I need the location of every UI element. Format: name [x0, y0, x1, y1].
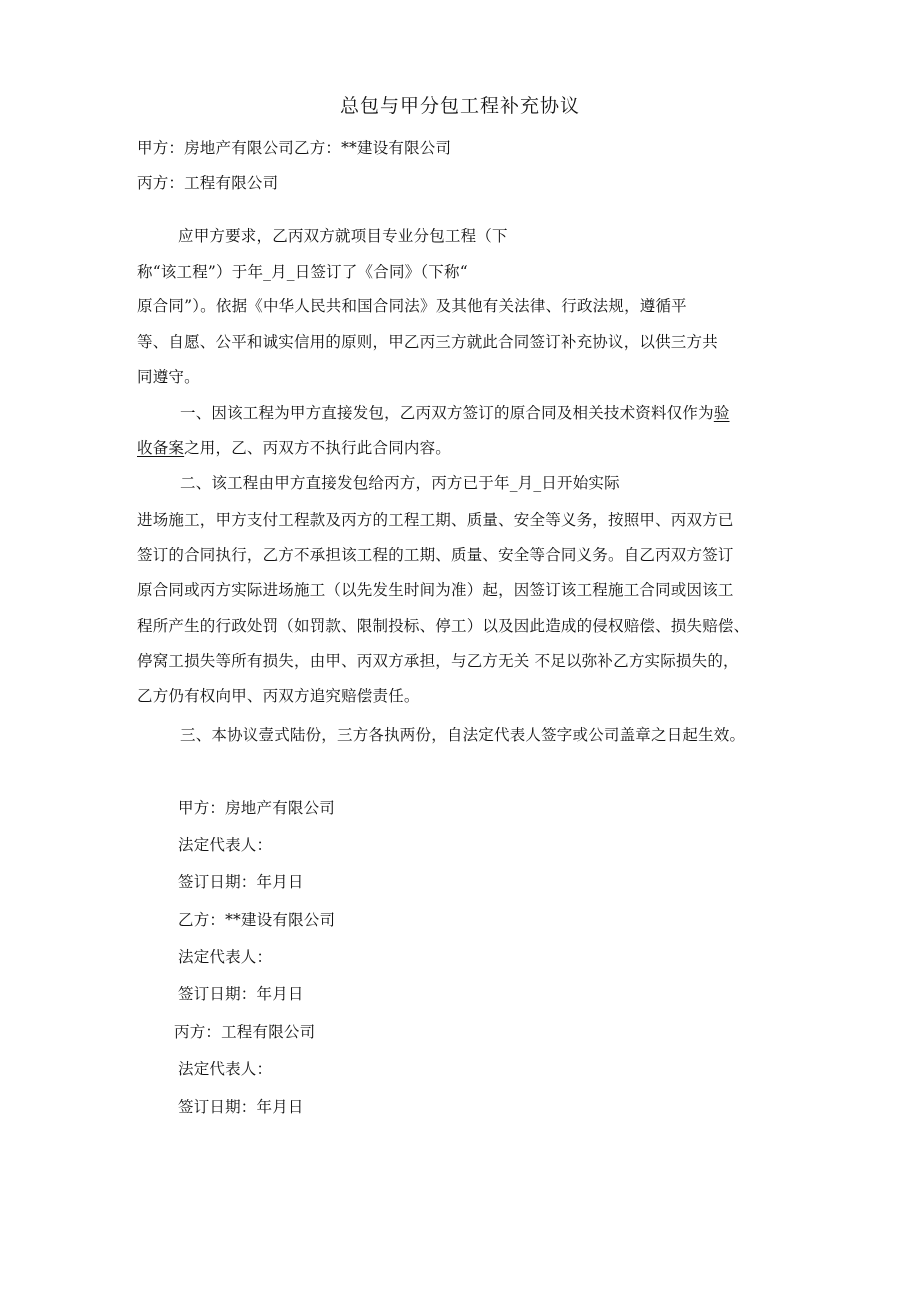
- clause-1-text: 一、因该工程为甲方直接发包，乙丙双方签订的原合同及相关技术资料仅作为: [180, 404, 714, 422]
- signature-representative: 法定代表人：: [178, 836, 273, 854]
- preamble-line: 等、自愿、公平和诚实信用的原则，甲乙丙三方就此合同签订补充协议，以供三方共: [137, 333, 718, 351]
- signature-representative: 法定代表人：: [178, 1060, 273, 1078]
- clause-1-text: 之用，乙、丙双方不执行此合同内容。: [184, 439, 452, 457]
- clause-1-underlined-text: 收备案: [137, 439, 185, 457]
- clause-2-line: 乙方仍有权向甲、丙双方追究赔偿责任。: [137, 687, 420, 705]
- signature-party-c: 丙方：工程有限公司: [174, 1023, 316, 1041]
- clause-2-line: 进场施工，甲方支付工程款及丙方的工程工期、质量、安全等义务，按照甲、丙双方已: [137, 511, 734, 529]
- parties-line-2: 丙方：工程有限公司: [137, 174, 279, 192]
- preamble-line: 称“该工程”）于年_月_日签订了《合同》（下称“: [137, 263, 468, 281]
- signature-date: 签订日期：年月日: [178, 873, 304, 891]
- signature-representative: 法定代表人：: [178, 948, 273, 966]
- signature-party-a: 甲方：房地产有限公司: [178, 799, 336, 817]
- clause-3: 三、本协议壹式陆份，三方各执两份，自法定代表人签字或公司盖章之日起生效。: [180, 726, 746, 744]
- signature-date: 签订日期：年月日: [178, 1098, 304, 1116]
- signature-party-b: 乙方：**建设有限公司: [178, 911, 336, 929]
- clause-1-line-1: [180, 402, 730, 424]
- clause-2-line: 停窝工损失等所有损失，由甲、丙双方承担，与乙方无关 不足以弥补乙方实际损失的，: [137, 652, 739, 670]
- preamble-line: 原合同”）。依据《中华人民共和国合同法》及其他有关法律、行政法规，遵循平: [137, 297, 687, 315]
- signature-date: 签订日期：年月日: [178, 985, 304, 1003]
- clause-1-underlined-text: 验: [713, 404, 730, 422]
- clause-2-line: 二、该工程由甲方直接发包给丙方，丙方已于年_月_日开始实际: [180, 474, 620, 492]
- document-title: 总包与甲分包工程补充协议: [339, 95, 580, 117]
- preamble-line: 同遵守。: [137, 368, 200, 386]
- preamble-line: 应甲方要求，乙丙双方就项目专业分包工程（下: [178, 227, 508, 245]
- clause-2-line: 原合同或丙方实际进场施工（以先发生时间为准）起，因签订该工程施工合同或因该工: [137, 581, 734, 599]
- parties-line-1: 甲方：房地产有限公司乙方：**建设有限公司: [137, 139, 452, 157]
- clause-2-line: 签订的合同执行，乙方不承担该工程的工期、质量、安全等合同义务。自乙丙双方签订: [137, 546, 734, 564]
- clause-1-line-2: [137, 437, 451, 459]
- clause-2-line: 程所产生的行政处罚（如罚款、限制投标、停工）以及因此造成的侵权赔偿、损失赔偿、: [137, 617, 750, 635]
